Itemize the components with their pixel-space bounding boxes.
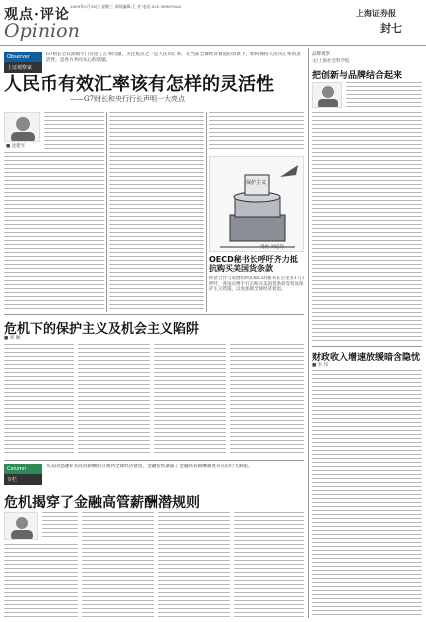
column-author-photo	[4, 512, 38, 540]
main-author: ■ 沈建光	[6, 144, 26, 149]
header-meta: 2009年2月18日 星期三 本版编辑:王 芳 电话:021-38967626	[70, 4, 181, 9]
column-text-col0	[42, 512, 78, 540]
column-title: 观点·评论	[4, 7, 70, 23]
column-text-col2	[82, 512, 154, 618]
cartoon	[209, 156, 304, 252]
column-text-col4	[234, 512, 304, 618]
sidebar-headline: 把创新与品牌结合起来	[312, 71, 403, 81]
author-portrait-image	[5, 113, 40, 142]
observer-label-en: Observer	[4, 52, 42, 62]
author-photo	[4, 112, 40, 142]
column-text-col3	[158, 512, 230, 618]
crisis-text-col3	[154, 344, 226, 456]
crisis-headline: 危机下的保护主义及机会主义陷阱	[4, 322, 200, 337]
section-rule	[4, 460, 304, 461]
sidebar-headline-2: 财政收入增速放缓暗含隐忧	[312, 353, 421, 363]
page-number: 封七	[380, 22, 402, 35]
sidebar-divider	[308, 48, 309, 618]
column-author-portrait	[5, 513, 38, 540]
main-lede: G7财长会议期间专门讨论了汇率问题，关注焦点之一是人民币汇率。在当前全球经济衰退的背景下，如何保持人民币汇率的灵活性，是各方共同关心的话题。	[46, 52, 301, 63]
crisis-text-col2	[78, 344, 150, 456]
sidebar-text-c	[312, 370, 422, 618]
sidebar-section-sub: 文/上海社会科学院	[312, 59, 350, 64]
section-rule	[4, 314, 304, 315]
crisis-text-col4	[230, 344, 304, 456]
sidebar-author-2: ■ 李 伟	[312, 363, 329, 368]
main-text-col1	[4, 152, 104, 312]
column-subtitle: Opinion	[4, 20, 80, 42]
sidebar-author-portrait	[313, 83, 342, 108]
main-text-col2	[109, 112, 204, 312]
paper-name: 上海证券报	[356, 8, 396, 18]
oecd-headline: OECD秘书长呼吁齐力抵抗购买美国货条款	[209, 255, 298, 273]
column-headline: 危机揭穿了金融高管薪酬潜规则	[4, 495, 200, 511]
main-text-col3	[209, 112, 304, 152]
divider	[206, 112, 207, 312]
cartoon-box-label: 保护主义	[246, 180, 267, 186]
crisis-author: ■ 刘 琳	[4, 336, 21, 341]
sidebar-author-photo	[312, 82, 342, 108]
oecd-caption: 经济合作与发展组织(OECD)秘书长古里亚17日呼吁，各国应携手打击购买美国货条款等贸易保护主义措施，以免加剧全球经济衰退。	[209, 276, 305, 292]
cartoon-image	[210, 157, 304, 252]
crisis-text-col1	[4, 344, 74, 456]
sidebar-text-b	[312, 112, 422, 342]
sidebar-text-a	[346, 82, 422, 108]
sidebar-rule	[312, 346, 422, 347]
main-headline: 人民币有效汇率该有怎样的灵活性	[4, 74, 274, 95]
column-label-cn: 专栏	[4, 474, 42, 485]
divider	[106, 112, 107, 312]
column-lede: 从美国金融业者高管薪酬的丑闻到全球经济衰退，金融危机暴露了金融高管薪酬制度存在的巨大缺陷。	[46, 464, 253, 469]
cartoon-credit: 漫画 刘道伟	[260, 245, 284, 250]
main-subheadline: ——G7财长和央行行长声明一大亮点	[70, 95, 186, 103]
column-text-col1	[4, 544, 78, 618]
sidebar-section: 品牌观察	[312, 52, 330, 57]
column-label	[4, 464, 42, 485]
observer-label-cn: 上证观察家	[4, 62, 42, 73]
main-text-col1a	[44, 112, 104, 152]
column-label-en: Column	[4, 464, 42, 474]
